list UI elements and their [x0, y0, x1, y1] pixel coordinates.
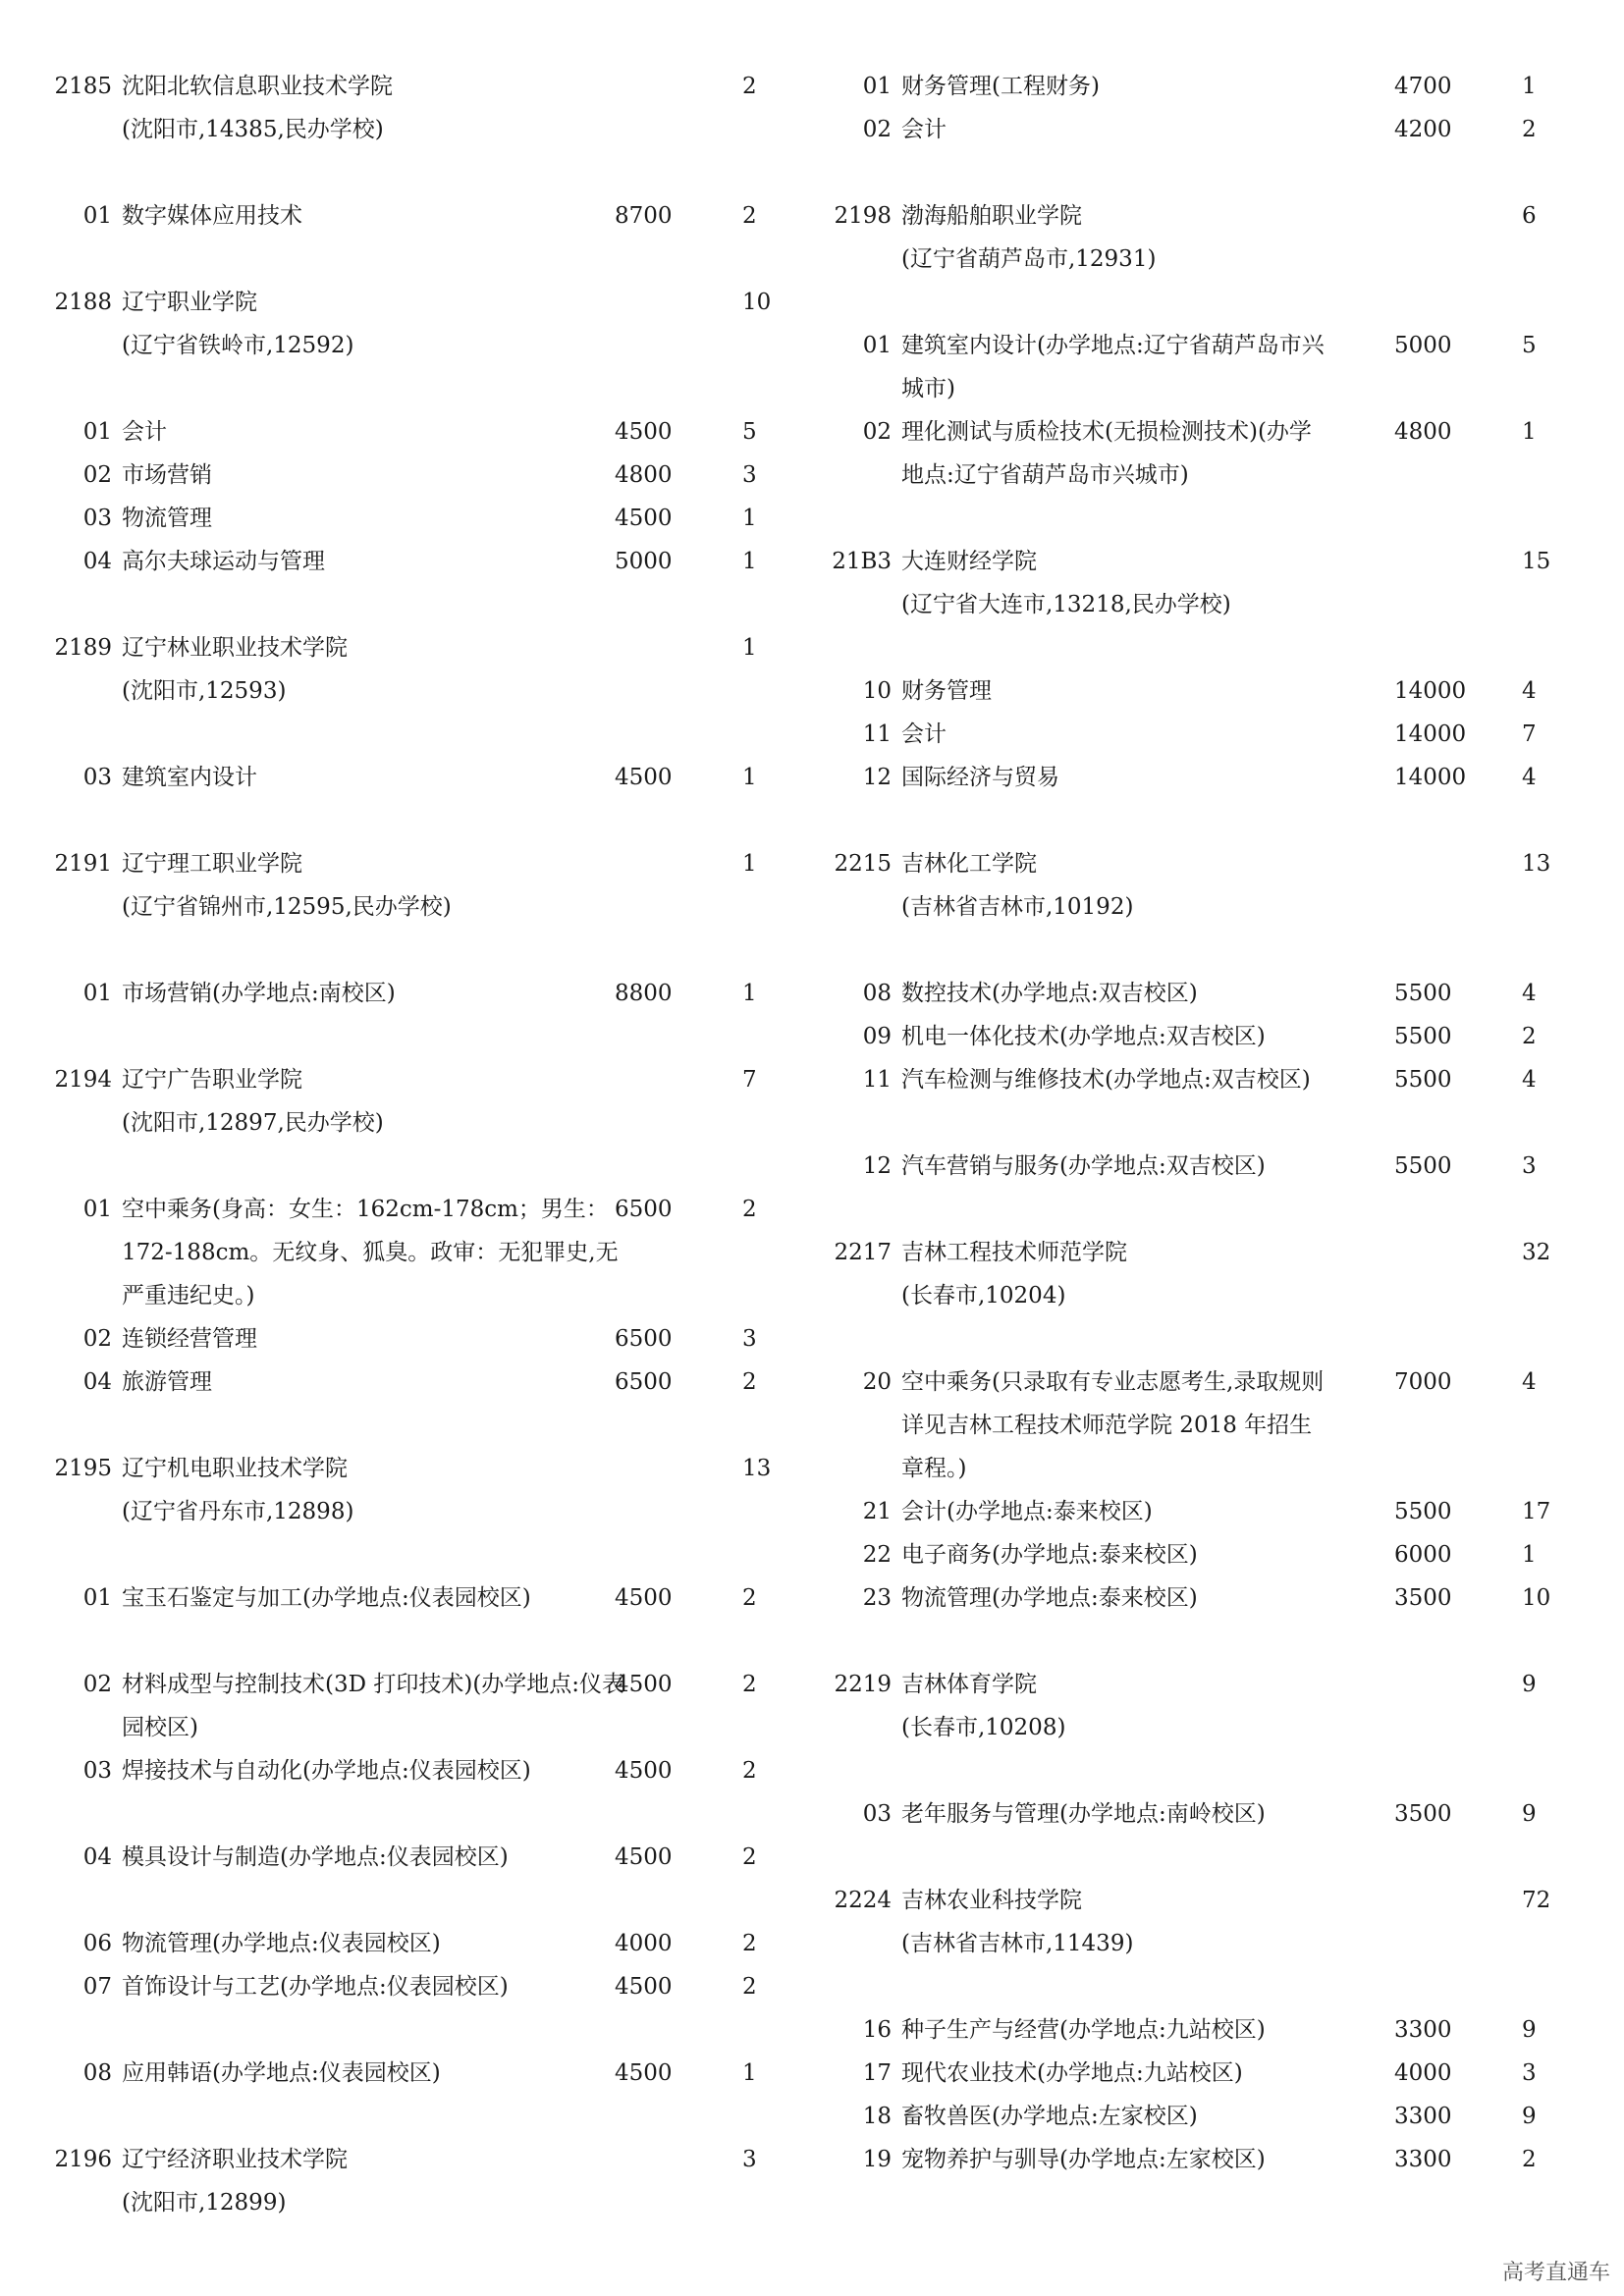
major-name: 现代农业技术(办学地点:九站校区) — [901, 2060, 1243, 2086]
major-name: 焊接技术与自动化(办学地点:仪表园校区) — [122, 1758, 531, 1784]
school-code: 2196 — [54, 2147, 112, 2172]
school-info: (辽宁省葫芦岛市,12931) — [901, 246, 1157, 272]
major-fee: 3300 — [1394, 2017, 1452, 2043]
major-row — [829, 756, 1585, 799]
major-count: 7 — [1522, 721, 1537, 747]
school-code: 2185 — [54, 74, 112, 99]
school-entry — [49, 65, 795, 194]
major-fee: 5500 — [1394, 1024, 1452, 1049]
major-name: 空中乘务(身高：女生：162cm-178cm；男生：172-188cm。无纹身、狐臭。政审：无犯罪史,无严重违纪史。) — [122, 1197, 619, 1308]
major-code: 12 — [862, 765, 892, 790]
school-entry — [829, 194, 1585, 324]
major-fee: 4200 — [1394, 117, 1452, 142]
major-name: 市场营销 — [122, 462, 212, 488]
spacer — [829, 151, 1585, 194]
major-count: 1 — [742, 765, 757, 790]
major-fee: 14000 — [1394, 678, 1467, 704]
school-info: (辽宁省铁岭市,12592) — [122, 333, 354, 358]
major-code: 09 — [862, 1024, 892, 1049]
major-row — [829, 713, 1585, 756]
major-count: 5 — [742, 419, 757, 445]
school-entry — [829, 842, 1585, 972]
major-fee: 4500 — [615, 1758, 673, 1784]
major-fee: 4800 — [615, 462, 673, 488]
major-count: 1 — [742, 506, 757, 531]
major-code: 01 — [82, 1585, 112, 1611]
school-total: 72 — [1522, 1888, 1551, 1913]
school-total: 2 — [742, 74, 757, 99]
major-fee: 7000 — [1394, 1369, 1452, 1395]
spacer — [49, 1404, 795, 1447]
major-row — [49, 497, 795, 540]
major-code: 08 — [862, 981, 892, 1006]
major-name: 市场营销(办学地点:南校区) — [122, 981, 396, 1006]
major-row — [49, 1361, 795, 1404]
major-count: 9 — [1522, 2017, 1537, 2043]
major-code: 02 — [82, 462, 112, 488]
school-entry — [829, 540, 1585, 669]
major-code: 03 — [82, 506, 112, 531]
major-fee: 4500 — [615, 506, 673, 531]
major-count: 17 — [1522, 1499, 1551, 1524]
major-code: 01 — [82, 419, 112, 445]
major-name: 机电一体化技术(办学地点:双吉校区) — [901, 1024, 1266, 1049]
school-total: 7 — [742, 1067, 757, 1093]
school-total: 13 — [1522, 851, 1551, 877]
school-name: 大连财经学院 — [901, 549, 1037, 574]
spacer — [49, 2095, 795, 2138]
watermark: 高考直通车 — [1501, 2261, 1610, 2285]
school-code: 2194 — [54, 1067, 112, 1093]
major-row — [829, 1576, 1585, 1620]
school-info: (辽宁省大连市,13218,民办学校) — [901, 592, 1231, 617]
school-info: (沈阳市,12899) — [122, 2190, 287, 2216]
major-code: 20 — [862, 1369, 892, 1395]
major-count: 2 — [742, 1197, 757, 1222]
major-fee: 8700 — [615, 203, 673, 229]
major-code: 01 — [862, 74, 892, 99]
major-fee: 8800 — [615, 981, 673, 1006]
major-fee: 3500 — [1394, 1801, 1452, 1827]
spacer — [829, 799, 1585, 842]
major-count: 3 — [1522, 2060, 1537, 2086]
major-name: 应用韩语(办学地点:仪表园校区) — [122, 2060, 441, 2086]
major-count: 1 — [1522, 1542, 1537, 1568]
major-row — [49, 194, 795, 238]
major-name: 会计 — [901, 117, 947, 142]
school-name: 辽宁职业学院 — [122, 290, 257, 315]
major-code: 11 — [862, 1067, 892, 1093]
major-name: 物流管理(办学地点:仪表园校区) — [122, 1931, 441, 1956]
spacer — [829, 1620, 1585, 1663]
school-name: 吉林工程技术师范学院 — [901, 1240, 1127, 1265]
major-name: 会计(办学地点:泰来校区) — [901, 1499, 1153, 1524]
major-name: 财务管理 — [901, 678, 992, 704]
school-name: 沈阳北软信息职业技术学院 — [122, 74, 393, 99]
school-info: (沈阳市,12897,民办学校) — [122, 1110, 384, 1136]
major-code: 10 — [862, 678, 892, 704]
major-row — [49, 1749, 795, 1836]
major-name: 会计 — [901, 721, 947, 747]
major-name: 物流管理(办学地点:泰来校区) — [901, 1585, 1198, 1611]
major-row — [829, 410, 1585, 497]
school-name: 辽宁理工职业学院 — [122, 851, 302, 877]
spacer — [829, 497, 1585, 540]
major-fee: 6500 — [615, 1369, 673, 1395]
major-count: 2 — [742, 1585, 757, 1611]
spacer — [49, 799, 795, 842]
school-total: 13 — [742, 1456, 772, 1481]
major-fee: 14000 — [1394, 765, 1467, 790]
major-fee: 3300 — [1394, 2147, 1452, 2172]
major-count: 2 — [742, 203, 757, 229]
school-entry — [49, 842, 795, 972]
major-count: 1 — [1522, 419, 1537, 445]
major-count: 9 — [1522, 2104, 1537, 2129]
school-total: 32 — [1522, 1240, 1551, 1265]
major-row — [829, 108, 1585, 151]
major-row — [829, 2052, 1585, 2095]
school-info: (沈阳市,14385,民办学校) — [122, 117, 384, 142]
school-name: 吉林化工学院 — [901, 851, 1037, 877]
major-row — [829, 1361, 1585, 1490]
major-name: 材料成型与控制技术(3D 打印技术)(办学地点:仪表园校区) — [122, 1672, 625, 1740]
school-info: (吉林省吉林市,10192) — [901, 894, 1134, 920]
major-fee: 3300 — [1394, 2104, 1452, 2129]
major-name: 理化测试与质检技术(无损检测技术)(办学地点:辽宁省葫芦岛市兴城市) — [901, 419, 1312, 488]
major-name: 电子商务(办学地点:泰来校区) — [901, 1542, 1198, 1568]
school-entry — [49, 626, 795, 756]
major-fee: 4700 — [1394, 74, 1452, 99]
school-info: (长春市,10204) — [901, 1283, 1066, 1308]
major-name: 会计 — [122, 419, 167, 445]
major-code: 08 — [82, 2060, 112, 2086]
major-row — [829, 1015, 1585, 1058]
major-code: 16 — [862, 2017, 892, 2043]
school-code: 2219 — [834, 1672, 892, 1697]
major-row — [49, 1188, 795, 1317]
major-code: 18 — [862, 2104, 892, 2129]
school-total: 15 — [1522, 549, 1551, 574]
school-info: (沈阳市,12593) — [122, 678, 287, 704]
major-code: 03 — [82, 765, 112, 790]
major-count: 4 — [1522, 1369, 1537, 1395]
school-total: 6 — [1522, 203, 1537, 229]
major-row — [829, 669, 1585, 713]
school-info: (辽宁省锦州市,12595,民办学校) — [122, 894, 452, 920]
major-code: 21 — [862, 1499, 892, 1524]
major-fee: 6000 — [1394, 1542, 1452, 1568]
major-code: 01 — [82, 981, 112, 1006]
major-row — [829, 324, 1585, 410]
major-code: 02 — [862, 117, 892, 142]
major-count: 10 — [1522, 1585, 1551, 1611]
school-entry — [49, 1058, 795, 1188]
major-fee: 5500 — [1394, 1499, 1452, 1524]
major-fee: 5000 — [1394, 333, 1452, 358]
major-name: 高尔夫球运动与管理 — [122, 549, 325, 574]
spacer — [829, 1188, 1585, 1231]
major-name: 汽车检测与维修技术(办学地点:双吉校区) — [901, 1067, 1311, 1093]
school-entry — [829, 1879, 1585, 2008]
major-count: 3 — [1522, 1153, 1537, 1179]
school-total: 9 — [1522, 1672, 1537, 1697]
school-total: 1 — [742, 635, 757, 661]
spacer — [49, 1015, 795, 1058]
major-name: 宠物养护与驯导(办学地点:左家校区) — [901, 2147, 1266, 2172]
school-code: 21B3 — [832, 549, 892, 574]
school-code: 2191 — [54, 851, 112, 877]
major-fee: 5500 — [1394, 1153, 1452, 1179]
major-count: 3 — [742, 462, 757, 488]
major-row — [49, 972, 795, 1015]
major-code: 11 — [862, 721, 892, 747]
major-count: 1 — [742, 981, 757, 1006]
school-entry — [829, 1231, 1585, 1361]
major-name: 种子生产与经营(办学地点:九站校区) — [901, 2017, 1266, 2043]
major-code: 22 — [862, 1542, 892, 1568]
school-entry — [49, 1447, 795, 1576]
major-count: 2 — [1522, 2147, 1537, 2172]
major-name: 连锁经营管理 — [122, 1326, 257, 1352]
major-row — [829, 1490, 1585, 1533]
major-count: 1 — [742, 549, 757, 574]
major-fee: 4500 — [615, 1585, 673, 1611]
school-name: 吉林体育学院 — [901, 1672, 1037, 1697]
major-code: 17 — [862, 2060, 892, 2086]
major-fee: 4500 — [615, 1844, 673, 1870]
major-code: 04 — [82, 1369, 112, 1395]
major-fee: 4000 — [615, 1931, 673, 1956]
major-name: 宝玉石鉴定与加工(办学地点:仪表园校区) — [122, 1585, 531, 1611]
school-info: (辽宁省丹东市,12898) — [122, 1499, 354, 1524]
school-name: 辽宁经济职业技术学院 — [122, 2147, 348, 2172]
school-total: 3 — [742, 2147, 757, 2172]
school-name: 辽宁林业职业技术学院 — [122, 635, 348, 661]
spacer — [49, 238, 795, 281]
major-count: 1 — [742, 2060, 757, 2086]
school-code: 2189 — [54, 635, 112, 661]
major-name: 国际经济与贸易 — [901, 765, 1059, 790]
major-fee: 4500 — [615, 2060, 673, 2086]
left-column — [49, 65, 795, 2268]
major-row — [49, 540, 795, 583]
school-name: 渤海船舶职业学院 — [901, 203, 1082, 229]
major-fee: 14000 — [1394, 721, 1467, 747]
major-code: 04 — [82, 549, 112, 574]
major-row — [49, 1576, 795, 1663]
major-code: 12 — [862, 1153, 892, 1179]
school-total: 1 — [742, 851, 757, 877]
school-name: 吉林农业科技学院 — [901, 1888, 1082, 1913]
major-row — [829, 2095, 1585, 2138]
major-count: 1 — [1522, 74, 1537, 99]
major-code: 23 — [862, 1585, 892, 1611]
major-code: 03 — [862, 1801, 892, 1827]
school-code: 2195 — [54, 1456, 112, 1481]
school-code: 2217 — [834, 1240, 892, 1265]
major-fee: 4500 — [615, 419, 673, 445]
major-name: 空中乘务(只录取有专业志愿考生,录取规则详见吉林工程技术师范学院 2018 年招生章程。) — [901, 1369, 1325, 1481]
major-count: 9 — [1522, 1801, 1537, 1827]
school-entry — [829, 1663, 1585, 1792]
major-name: 数字媒体应用技术 — [122, 203, 302, 229]
major-fee: 5000 — [615, 549, 673, 574]
major-fee: 4000 — [1394, 2060, 1452, 2086]
major-row — [49, 1965, 795, 2052]
major-row — [829, 2138, 1585, 2181]
major-code: 03 — [82, 1758, 112, 1784]
major-row — [49, 1922, 795, 1965]
school-code: 2215 — [834, 851, 892, 877]
major-count: 2 — [742, 1974, 757, 2000]
major-name: 数控技术(办学地点:双吉校区) — [901, 981, 1198, 1006]
major-code: 01 — [82, 203, 112, 229]
major-row — [829, 2008, 1585, 2052]
major-name: 旅游管理 — [122, 1369, 212, 1395]
major-fee: 6500 — [615, 1197, 673, 1222]
major-row — [829, 65, 1585, 108]
major-code: 19 — [862, 2147, 892, 2172]
major-code: 02 — [82, 1672, 112, 1697]
major-name: 物流管理 — [122, 506, 212, 531]
major-count: 2 — [742, 1758, 757, 1784]
major-fee: 4500 — [615, 1974, 673, 2000]
major-code: 01 — [82, 1197, 112, 1222]
major-fee: 5500 — [1394, 981, 1452, 1006]
school-name: 辽宁广告职业学院 — [122, 1067, 302, 1093]
school-entry — [49, 281, 795, 410]
major-row — [49, 1663, 795, 1749]
major-row — [49, 410, 795, 454]
major-count: 2 — [742, 1672, 757, 1697]
major-count: 2 — [1522, 117, 1537, 142]
major-fee: 6500 — [615, 1326, 673, 1352]
school-code: 2224 — [834, 1888, 892, 1913]
right-column — [829, 65, 1585, 2181]
major-row — [829, 1058, 1585, 1145]
major-name: 汽车营销与服务(办学地点:双吉校区) — [901, 1153, 1266, 1179]
major-row — [49, 2052, 795, 2095]
major-fee: 4500 — [615, 1672, 673, 1697]
major-code: 07 — [82, 1974, 112, 2000]
major-name: 模具设计与制造(办学地点:仪表园校区) — [122, 1844, 509, 1870]
major-name: 首饰设计与工艺(办学地点:仪表园校区) — [122, 1974, 509, 2000]
school-name: 辽宁机电职业技术学院 — [122, 1456, 348, 1481]
major-code: 02 — [862, 419, 892, 445]
major-fee: 3500 — [1394, 1585, 1452, 1611]
school-info: (长春市,10208) — [901, 1715, 1066, 1740]
major-row — [829, 1145, 1585, 1188]
major-code: 04 — [82, 1844, 112, 1870]
major-name: 建筑室内设计 — [122, 765, 257, 790]
major-count: 2 — [742, 1369, 757, 1395]
major-count: 3 — [742, 1326, 757, 1352]
school-entry — [49, 2138, 795, 2268]
major-name: 建筑室内设计(办学地点:辽宁省葫芦岛市兴城市) — [901, 333, 1325, 401]
major-row — [829, 1792, 1585, 1836]
major-name: 老年服务与管理(办学地点:南岭校区) — [901, 1801, 1266, 1827]
major-count: 5 — [1522, 333, 1537, 358]
major-count: 2 — [1522, 1024, 1537, 1049]
spacer — [49, 583, 795, 626]
school-code: 2188 — [54, 290, 112, 315]
major-name: 畜牧兽医(办学地点:左家校区) — [901, 2104, 1198, 2129]
major-row — [49, 1317, 795, 1361]
major-fee: 4800 — [1394, 419, 1452, 445]
major-row — [49, 1836, 795, 1922]
major-code: 02 — [82, 1326, 112, 1352]
major-count: 4 — [1522, 1067, 1537, 1093]
major-fee: 5500 — [1394, 1067, 1452, 1093]
major-row — [49, 756, 795, 799]
major-row — [829, 972, 1585, 1015]
major-code: 06 — [82, 1931, 112, 1956]
major-count: 4 — [1522, 678, 1537, 704]
major-fee: 4500 — [615, 765, 673, 790]
major-code: 01 — [862, 333, 892, 358]
school-code: 2198 — [834, 203, 892, 229]
major-row — [49, 454, 795, 497]
major-count: 4 — [1522, 981, 1537, 1006]
major-row — [829, 1533, 1585, 1576]
major-name: 财务管理(工程财务) — [901, 74, 1100, 99]
spacer — [829, 1836, 1585, 1879]
major-count: 2 — [742, 1844, 757, 1870]
major-count: 2 — [742, 1931, 757, 1956]
school-info: (吉林省吉林市,11439) — [901, 1931, 1134, 1956]
major-count: 4 — [1522, 765, 1537, 790]
school-total: 10 — [742, 290, 772, 315]
